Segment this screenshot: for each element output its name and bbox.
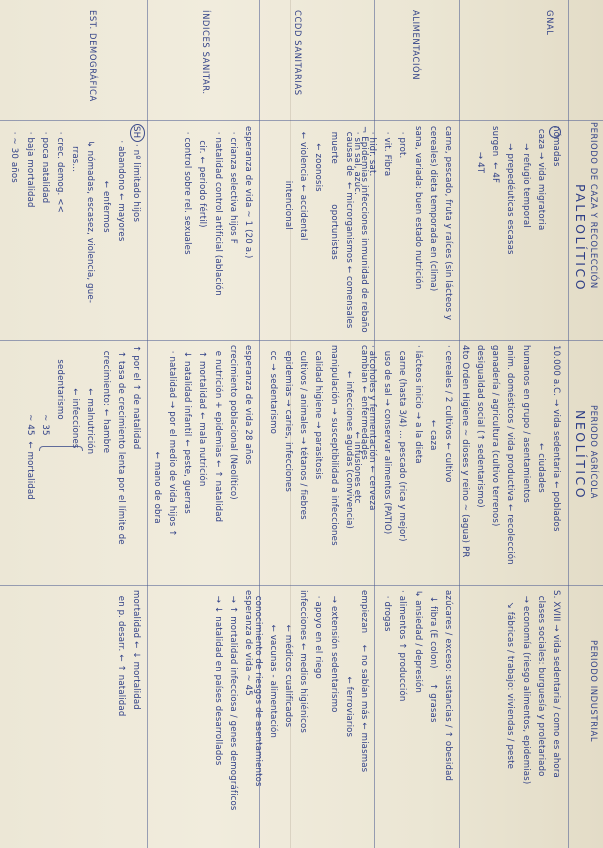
- neolitico-general: 10.000 a.C. → vida sedentaria ← poblados ← ciudades humanos en grupo / asentamientos anim. domésticos / vida productiva ← recolección ganadería / agricultura (cultivo terrenos) desigualdad social (↑ sedentarismo) 4to Orden Higiene ~ dioses y reino ~ (agua) PR: [459, 345, 561, 565]
- industrial-demografica: mortalidad ← ↓ mortalidad en p. desarr. ← ↑ natalidad: [115, 590, 141, 717]
- paleolitico-indices: esperanza de vida ~ 1 (20 a.) · crianza selectiva hijos F · natalidad control artificial (ablación cir. ← periodo fértil) · control sobre rel. sexuales: [182, 126, 253, 296]
- neolitico-demografica: ↑ por el ↑ de natalidad ↑ tasa de crecimiento lenta por el límite de crecimiento: ← hambre ← malnutrición ← infecciones sedentarismo ~ 35 ~ 45 ← mortalidad: [24, 345, 141, 545]
- brace-mark: [39, 446, 83, 451]
- row-label-general: GNAL: [545, 10, 555, 36]
- paleolitico-demografica: SH · nº limitado hijos · abandono ← mayores ← enfermos ↳ nómadas, escasez, violencia, gue- rras... · crec. demog. << · poca natalidad · baja mortalidad · ~ 30 años: [9, 126, 141, 304]
- row-label-alimentacion: ALIMENTACIÓN: [411, 10, 421, 81]
- neolitico-indices: esperanza de vida 28 años crecimiento poblacional (Neolítico) e nutrición + epidemias ← ↑ natalidad ↑ mortalidad ← mala nutrición ↓ natalidad infantil ← peste, guerras · natalidad → por el medio de vida hijos ↑ ← mano de obra: [151, 345, 253, 537]
- row-label-demografica: EST. DEMOGRÁFICA: [88, 10, 98, 102]
- period-1-name: PALEOLÍTICO: [573, 184, 588, 293]
- neolitico-causas: cambian ← enfermedades ← infecciones agudas (convivencia) manipulación → susceptibilidad a infecciones calidad higiene → parasitosis cultivos / animales → tétanos / fiebres epidemias → caries, infecciones cc → sedentarismo: [267, 345, 369, 546]
- row-label-indices: ÍNDICES SANITAR.: [201, 10, 211, 95]
- figure-circle-icon: [549, 126, 561, 138]
- industrial-indices: esperanza de vida ~ 45 → ↑ mortalidad infecciosa / genes demográficos → ↓ natalidad en países desarrollados: [212, 590, 253, 811]
- paleolitico-causas: ¬ Epidemias infecciones inmunidad de rebaño causas de ← microrganismos ← comensales muerte oportunistas ← zoonosis ← violencia ← accidental intencional: [282, 126, 369, 333]
- period-2-title: PERIODO AGRÍCOLA: [589, 405, 599, 499]
- header-column-rule: [0, 120, 603, 121]
- neolitico-alimentacion: · cereales / 2 cultivos ← cultivo ← caza · lácteos inicio → a la dieta carne (hasta 3/4) ... pescado (rica y mejor) uso de sal → conservar alimentos (PATIO) · alcoholes y fermentación ← cerveza ← infusiones etc: [351, 345, 453, 542]
- period-divider-2: [0, 585, 603, 586]
- period-3-title: PERIODO INDUSTRIAL: [589, 640, 599, 743]
- industrial-causas: empiezan ← no sabían más ← miasmas ← ferroviarios → extensión sedentarismo · apoyo en el riego infecciones ← medios higiénicos ← médicos cualificados ← vacunas - alimentación conocimiento de riesgos de asentamientos: [252, 590, 369, 787]
- industrial-alimentacion: azúcares / exceso: sustancias / ↑ obesidad ↓ fibra (E colon) ↑ grasas ↳ ansiedad / depresión · alimentos ↑ producción · drogas: [382, 590, 453, 782]
- paleolitico-general: nómadas caza → vida migratoria → refugio temporal → prepedéuticas escasas surgen ← 4F → 4T: [474, 126, 561, 255]
- period-1-title: PERIODO DE CAZA Y RECOLECCIÓN: [589, 122, 599, 289]
- paleolitico-alimentacion: carne, pescado, fruta y raíces (sin lácteos y cereales) dieta temporada en (clima) sana, variada: buen estado nutrición · prot. · vit. Fibra · hidr. sat. · sin sal, azúc.: [351, 126, 453, 321]
- sh-circle-icon: [130, 124, 145, 142]
- header-rule: [568, 0, 569, 848]
- period-2-name: NEOLÍTICO: [573, 410, 588, 501]
- row-label-causas: CCDD SANITARIAS: [293, 10, 303, 96]
- period-divider-1: [0, 340, 603, 341]
- industrial-general: S. XVIII → vida sedentaria / como es ahora clases sociales: burguesía y proletariado → economía (riesgo alimentos, epidemias) ↘ fábricas / trabajo: viviendas / peste: [505, 590, 561, 785]
